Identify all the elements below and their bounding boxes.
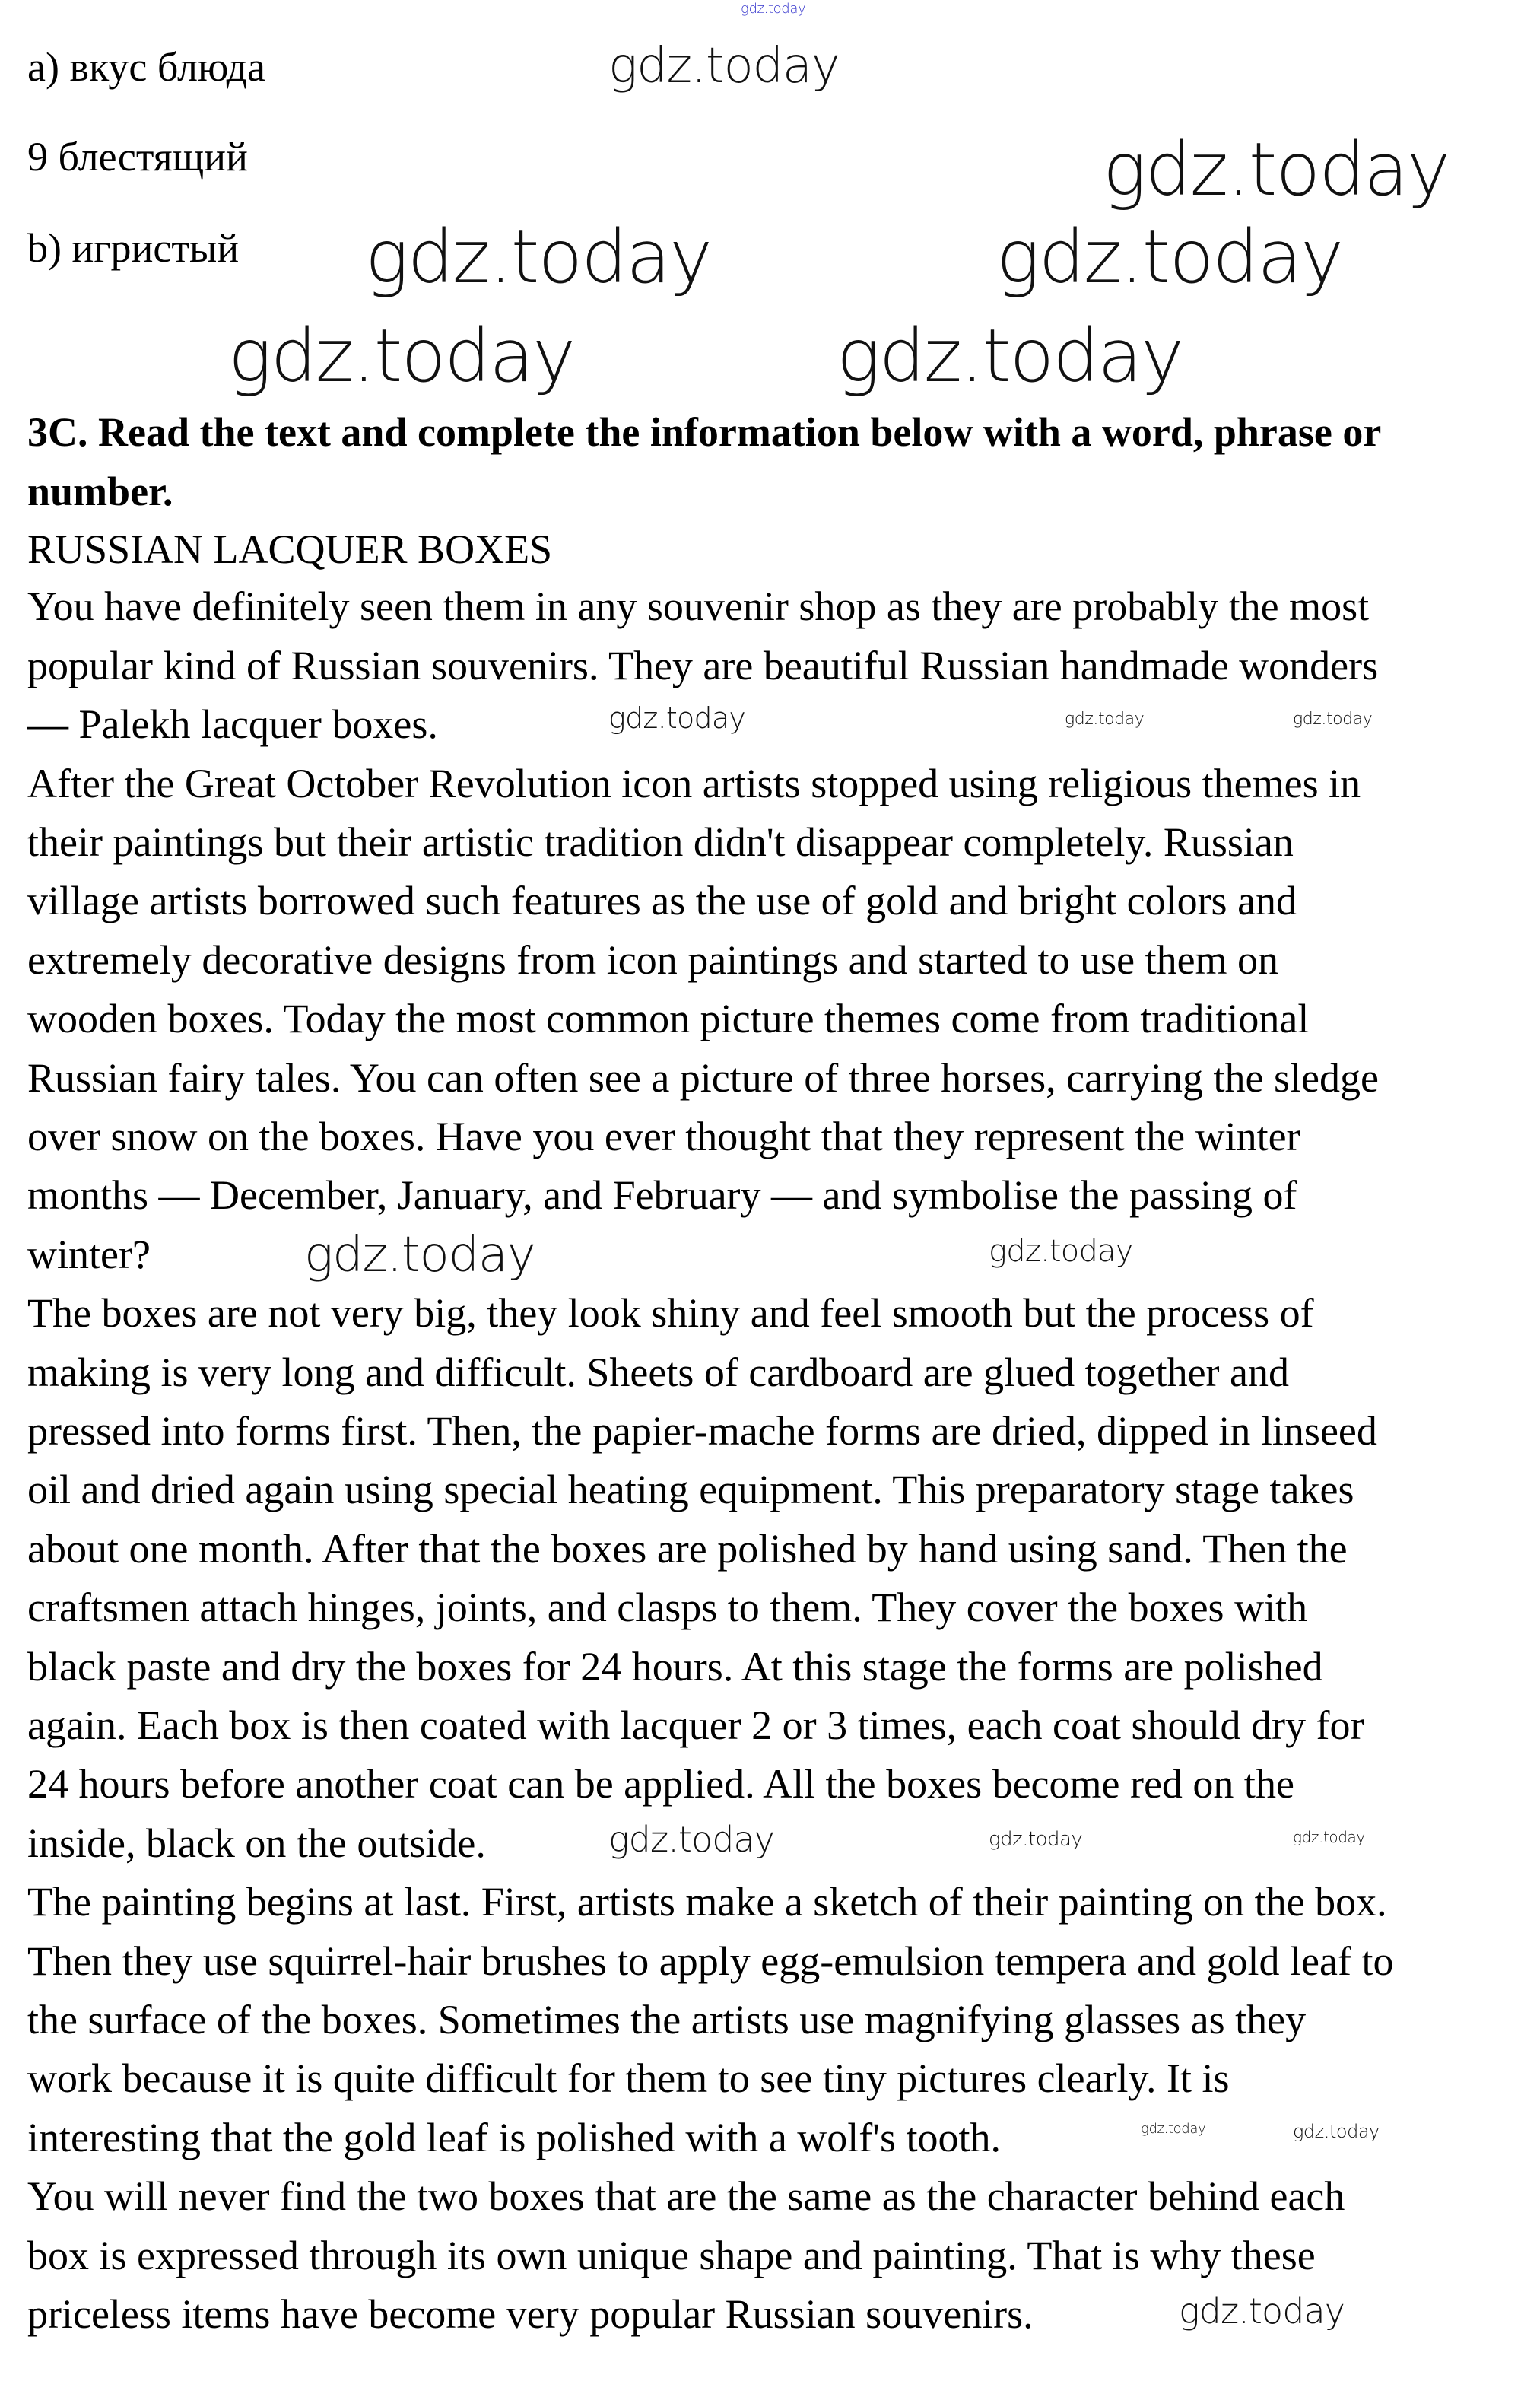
- article-line: village artists borrowed such features as the use of gold and bright colors and: [27, 878, 1297, 924]
- article-line: You have definitely seen them in any souvenir shop as they are probably the most: [27, 583, 1370, 630]
- watermark: gdz.today: [989, 1234, 1133, 1269]
- article-line: — Palekh lacquer boxes.: [27, 701, 438, 748]
- article-line: oil and dried again using special heating equipment. This preparatory stage takes: [27, 1467, 1354, 1513]
- article-line: The painting begins at last. First, artists make a sketch of their painting on the box.: [27, 1879, 1387, 1925]
- article-line: winter?: [27, 1231, 151, 1277]
- article-line: work because it is quite difficult for them to see tiny pictures clearly. It is: [27, 2055, 1230, 2102]
- article-line: over snow on the boxes. Have you ever thought that they represent the winter: [27, 1113, 1300, 1159]
- watermark: gdz.today: [228, 313, 575, 399]
- article-line: their paintings but their artistic tradition didn't disappear completely. Russian: [27, 819, 1294, 865]
- task-heading: 3C. Read the text and complete the information below with a word, phrase or: [27, 409, 1382, 455]
- article-line: again. Each box is then coated with lacquer 2 or 3 times, each coat should dry for: [27, 1702, 1364, 1748]
- article-line: making is very long and difficult. Sheets of cardboard are glued together and: [27, 1349, 1289, 1395]
- article-line: priceless items have become very popular Russian souvenirs.: [27, 2290, 1034, 2337]
- article-line: extremely decorative designs from icon paintings and started to use them on: [27, 936, 1279, 983]
- article-line: about one month. After that the boxes are polished by hand using sand. Then the: [27, 1525, 1348, 1572]
- watermark: gdz.today: [1065, 710, 1145, 729]
- task-heading-cont: number.: [27, 469, 173, 514]
- watermark: gdz.today: [996, 215, 1343, 300]
- watermark: gdz.today: [608, 1819, 775, 1860]
- watermark: gdz.today: [365, 215, 712, 300]
- watermark: gdz.today: [1293, 1828, 1365, 1846]
- watermark: gdz.today: [1141, 2121, 1206, 2137]
- watermark: gdz.today: [1293, 2121, 1380, 2142]
- article-line: You will never find the two boxes that are the same as the character behind each: [27, 2173, 1345, 2220]
- article-line: box is expressed through its own unique shape and painting. That is why these: [27, 2232, 1316, 2278]
- article-line: months — December, January, and February — and symbolise the passing of: [27, 1172, 1297, 1219]
- answer-9: 9 блестящий: [27, 134, 248, 180]
- watermark: gdz.today: [304, 1227, 535, 1283]
- article-line: After the Great October Revolution icon artists stopped using religious themes in: [27, 760, 1361, 806]
- article-title: RUSSIAN LACQUER BOXES: [27, 526, 553, 572]
- article-line: pressed into forms first. Then, the papier-mache forms are dried, dipped in linseed: [27, 1407, 1377, 1454]
- article-line: inside, black on the outside.: [27, 1820, 486, 1866]
- article-line: the surface of the boxes. Sometimes the artists use magnifying glasses as they: [27, 1996, 1307, 2042]
- answer-a: a) вкус блюда: [27, 44, 266, 90]
- article-line: black paste and dry the boxes for 24 hours. At this stage the forms are polished: [27, 1643, 1323, 1690]
- article-line: craftsmen attach hinges, joints, and clasps to them. They cover the boxes with: [27, 1585, 1308, 1631]
- watermark: gdz.today: [608, 701, 746, 735]
- answer-b: b) игристый: [27, 225, 240, 271]
- watermark: gdz.today: [1179, 2290, 1345, 2332]
- article-line: popular kind of Russian souvenirs. They are beautiful Russian handmade wonders: [27, 642, 1379, 688]
- watermark: gdz.today: [1293, 710, 1373, 729]
- article-line: Then they use squirrel-hair brushes to apply egg-emulsion tempera and gold leaf to: [27, 1938, 1394, 1984]
- article-line: wooden boxes. Today the most common picture themes come from traditional: [27, 996, 1310, 1042]
- watermark: gdz.today: [989, 1828, 1083, 1851]
- article-line: The boxes are not very big, they look shiny and feel smooth but the process of: [27, 1290, 1314, 1337]
- article-line: 24 hours before another coat can be applied. All the boxes become red on the: [27, 1761, 1294, 1807]
- article-line: interesting that the gold leaf is polished with a wolf's tooth.: [27, 2114, 1002, 2160]
- watermark: gdz.today: [837, 313, 1183, 399]
- article-line: Russian fairy tales. You can often see a picture of three horses, carrying the sledge: [27, 1054, 1379, 1101]
- watermark: gdz.today: [608, 38, 840, 94]
- watermark: gdz.today: [1103, 127, 1450, 212]
- watermark: gdz.today: [741, 1, 806, 17]
